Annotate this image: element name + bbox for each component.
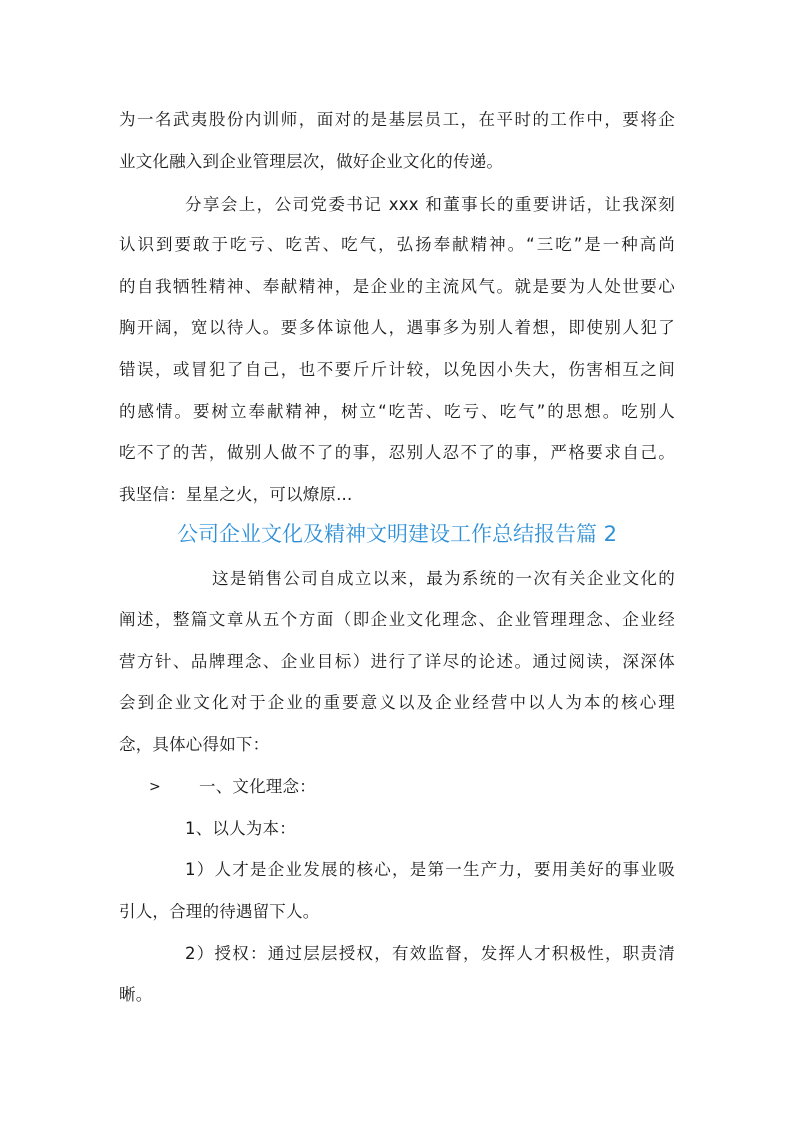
paragraph-3-line-2: 阐述，整篇文章从五个方面（即企业文化理念、企业管理理念、企业经	[119, 610, 675, 629]
section-heading: 公司企业文化及精神文明建设工作总结报告篇 2	[176, 522, 618, 546]
paragraph-3-line-3: 营方针、品牌理念、企业目标）进行了详尽的论述。通过阅读，深深体	[119, 652, 675, 671]
paragraph-3-line-1: 这是销售公司自成立以来，最为系统的一次有关企业文化的	[212, 569, 675, 588]
paragraph-2-line-5: 错误，或冒犯了自己，也不要斤斤计较，以免因小失大，伤害相互之间	[119, 360, 675, 379]
subsection-1-title: 1、以人为本：	[185, 819, 296, 838]
item-2-line-2: 晰。	[119, 985, 153, 1004]
item-1-line-2: 引人，合理的待遇留下人。	[119, 902, 320, 921]
paragraph-1-line-1: 为一名武夷股份内训师，面对的是基层员工，在平时的工作中，要将企	[119, 110, 675, 129]
bullet-marker: >	[149, 779, 161, 795]
paragraph-2-line-4: 胸开阔，宽以待人。要多体谅他人，遇事多为别人着想，即使别人犯了	[119, 318, 675, 337]
section-title: 一、文化理念：	[199, 777, 316, 796]
paragraph-1-line-2: 业文化融入到企业管理层次，做好企业文化的传递。	[119, 152, 504, 171]
paragraph-2-line-8: 我坚信：星星之火，可以燎原...	[119, 485, 353, 504]
paragraph-2-line-6: 的感情。要树立奉献精神，树立“吃苦、吃亏、吃气”的思想。吃别人	[119, 402, 675, 421]
item-2-line-1: 2）授权：通过层层授权，有效监督，发挥人才积极性，职责清	[185, 944, 675, 963]
paragraph-2-line-3: 的自我牺牲精神、奉献精神，是企业的主流风气。就是要为人处世要心	[119, 277, 675, 296]
item-1-line-1: 1）人才是企业发展的核心，是第一生产力，要用美好的事业吸	[185, 860, 675, 879]
paragraph-2-line-1: 分享会上，公司党委书记 xxx 和董事长的重要讲话，让我深刻	[185, 195, 675, 214]
paragraph-3-line-4: 会到企业文化对于企业的重要意义以及企业经营中以人为本的核心理	[119, 693, 675, 712]
paragraph-2-line-7: 吃不了的苦，做别人做不了的事，忍别人忍不了的事，严格要求自己。	[119, 443, 675, 462]
paragraph-2-line-2: 认识到要敢于吃亏、吃苦、吃气，弘扬奉献精神。“三吃”是一种高尚	[119, 235, 675, 254]
paragraph-3-line-5: 念，具体心得如下：	[119, 735, 270, 754]
